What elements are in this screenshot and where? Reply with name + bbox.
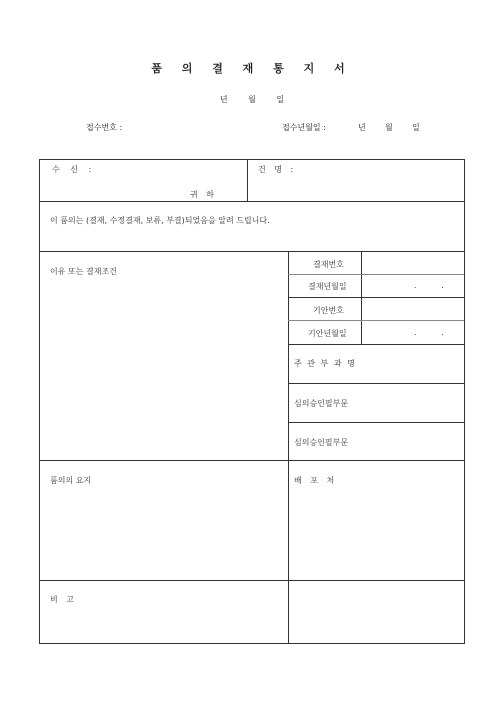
row-divider	[40, 251, 464, 252]
info-row-divider	[288, 274, 464, 275]
row-divider	[40, 580, 464, 581]
approval-number-label: 결재번호	[313, 260, 344, 269]
draft-date-dots: . .	[414, 328, 444, 337]
review-department-label: 심의승인필부문	[294, 438, 349, 447]
draft-date-label: 기안년월일	[308, 329, 347, 338]
distribution-label: 배 포 처	[294, 476, 335, 485]
info-row-divider	[288, 422, 464, 423]
subject-label: 건 명 :	[258, 165, 294, 174]
notice-text: 이 품의는 (결재, 수정결재, 보류, 부결)되었음을 알려 드립니다.	[50, 216, 270, 225]
review-department-label: 심의승인필부문	[294, 399, 349, 408]
honorific-label: 귀 하	[190, 190, 214, 199]
info-row-divider	[288, 383, 464, 384]
summary-label: 품의의 요지	[50, 476, 92, 485]
recipient-label: 수 신 :	[52, 165, 92, 174]
approval-date-dots: . .	[414, 281, 444, 290]
approval-notice-form	[39, 159, 465, 644]
info-row-divider	[288, 297, 464, 298]
receipt-date-label: 접수년월일 :	[282, 123, 326, 132]
row-divider	[40, 201, 464, 202]
info-row-divider	[288, 344, 464, 345]
recipient-subject-divider	[247, 160, 248, 201]
receipt-date-year-unit: 년	[358, 123, 366, 132]
approval-date-label: 결재년월일	[308, 282, 347, 291]
draft-number-label: 기안번호	[313, 306, 344, 315]
reason-label: 이유 또는 결재조건	[50, 267, 117, 276]
row-divider	[40, 460, 464, 461]
issue-date-line: 년 월 일	[219, 95, 285, 104]
remarks-label: 비 고	[50, 595, 74, 604]
info-row-divider	[288, 320, 464, 321]
main-department-label: 주 관 부 과 명	[294, 359, 355, 368]
main-column-divider	[288, 251, 289, 643]
receipt-number-label: 접수번호 :	[86, 123, 123, 132]
receipt-date-day-unit: 일	[412, 123, 420, 132]
receipt-date-month-unit: 월	[385, 123, 393, 132]
page-title: 품 의 결 재 통 지 서	[151, 62, 353, 75]
